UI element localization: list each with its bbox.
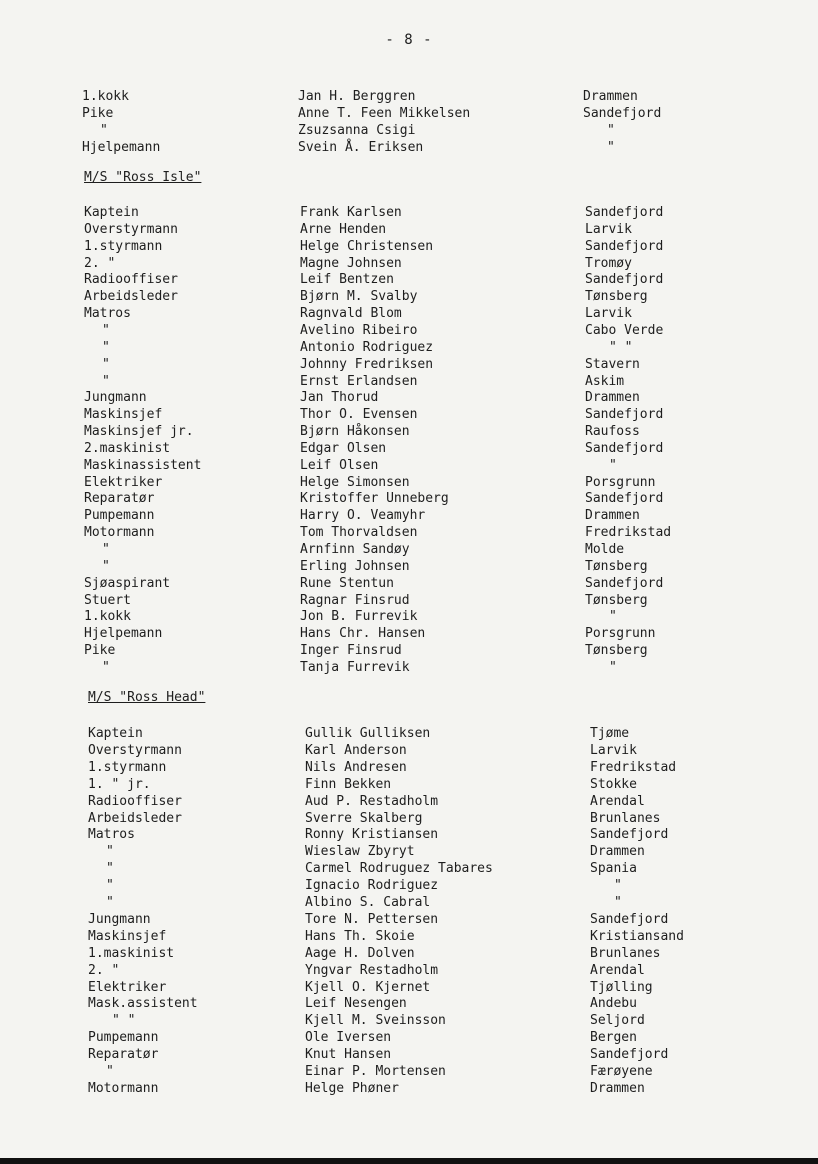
crew-role: Hjelpemann <box>84 626 163 642</box>
crew-hometown: Molde <box>585 542 625 557</box>
crew-hometown: Sandefjord <box>590 1047 669 1063</box>
crew-name: Arnfinn Sandøy <box>300 542 410 557</box>
crew-hometown: Tønsberg <box>585 558 648 574</box>
crew-hometown: Sandefjord <box>590 911 669 927</box>
crew-name: Johnny Fredriksen <box>300 356 434 372</box>
crew-row <box>0 339 818 356</box>
crew-name: Avelino Ribeiro <box>300 322 418 338</box>
crew-row <box>0 457 818 474</box>
crew-name: Frank Karlsen <box>300 205 402 220</box>
crew-name: Ignacio Rodriguez <box>305 878 439 894</box>
crew-name: Harry O. Veamyhr <box>300 508 426 524</box>
crew-name: Jan Thorud <box>300 390 379 406</box>
crew-name: Aud P. Restadholm <box>305 793 439 809</box>
crew-hometown: Tønsberg <box>585 592 648 608</box>
crew-role: 2.maskinist <box>84 440 171 456</box>
crew-role: Pumpemann <box>84 508 155 524</box>
crew-name: Ernst Erlandsen <box>300 373 418 389</box>
crew-role: 1.styrmann <box>88 759 167 775</box>
crew-name: Hans Chr. Hansen <box>300 626 426 642</box>
crew-role: Maskinassistent <box>84 457 202 473</box>
crew-row <box>0 474 818 491</box>
crew-name: Rune Stentun <box>300 575 394 591</box>
crew-role: 1. " jr. <box>88 776 151 792</box>
crew-row <box>0 524 818 541</box>
crew-name: Thor O. Evensen <box>300 407 418 423</box>
crew-row <box>0 1080 818 1097</box>
crew-hometown: Spania <box>590 861 637 877</box>
crew-row <box>0 490 818 507</box>
crew-hometown: Porsgrunn <box>585 474 656 490</box>
crew-name: Inger Finsrud <box>300 643 402 659</box>
crew-name: Tom Thorvaldsen <box>300 525 418 541</box>
crew-hometown: Larvik <box>590 742 637 758</box>
crew-hometown: Sandefjord <box>585 575 664 591</box>
crew-row <box>0 356 818 373</box>
crew-role: 1.kokk <box>84 609 131 625</box>
crew-role: Elektriker <box>84 474 163 490</box>
crew-name: Wieslaw Zbyryt <box>305 844 415 860</box>
crew-role: Elektriker <box>88 979 167 995</box>
crew-name: Helge Simonsen <box>300 474 410 490</box>
crew-role: " " <box>112 1013 136 1029</box>
crew-row <box>0 945 818 962</box>
crew-row <box>0 204 818 221</box>
crew-name: Jan H. Berggren <box>298 89 416 104</box>
crew-row <box>0 742 818 759</box>
ship-heading: M/S "Ross Isle" <box>84 170 202 185</box>
crew-role: Overstyrmann <box>84 221 178 237</box>
crew-hometown: Tønsberg <box>585 643 648 659</box>
crew-role: " <box>102 339 110 355</box>
crew-hometown: Raufoss <box>585 424 640 440</box>
crew-hometown: Sandefjord <box>585 272 664 288</box>
crew-hometown: Stavern <box>585 356 640 372</box>
crew-name: Magne Johnsen <box>300 255 402 271</box>
crew-role: " <box>102 542 110 557</box>
crew-name: Kristoffer Unneberg <box>300 491 449 507</box>
crew-role: Matros <box>84 306 131 322</box>
crew-row <box>0 122 818 139</box>
crew-hometown: " <box>609 609 617 625</box>
crew-role: Reparatør <box>88 1047 159 1063</box>
crew-name: Anne T. Feen Mikkelsen <box>298 106 471 121</box>
crew-row <box>0 322 818 339</box>
page-number: - 8 - <box>385 32 433 48</box>
crew-row <box>0 558 818 575</box>
crew-row <box>0 440 818 457</box>
crew-row <box>0 507 818 524</box>
crew-name: Ole Iversen <box>305 1030 392 1046</box>
crew-role: Sjøaspirant <box>84 575 171 591</box>
crew-hometown: Tjøme <box>590 726 630 741</box>
crew-role: Pumpemann <box>88 1030 159 1046</box>
crew-hometown: Tromøy <box>585 255 632 271</box>
crew-hometown: Tjølling <box>590 979 653 995</box>
crew-name: Albino S. Cabral <box>305 895 431 910</box>
crew-row <box>0 776 818 793</box>
crew-row <box>0 810 818 827</box>
crew-role: " <box>102 659 110 675</box>
crew-row <box>0 759 818 776</box>
crew-name: Nils Andresen <box>305 759 407 775</box>
crew-row <box>0 575 818 592</box>
crew-name: Zsuzsanna Csigi <box>298 123 416 138</box>
crew-hometown: Brunlanes <box>590 945 661 961</box>
crew-name: Leif Olsen <box>300 457 379 473</box>
crew-hometown: Fredrikstad <box>590 759 677 775</box>
crew-role: Reparatør <box>84 491 155 507</box>
crew-name: Ronny Kristiansen <box>305 827 439 843</box>
crew-hometown: " <box>614 878 622 894</box>
crew-role: Maskinsjef <box>88 928 167 944</box>
crew-row <box>0 659 818 676</box>
ship-heading: M/S "Ross Head" <box>88 690 206 705</box>
crew-role: " <box>102 356 110 372</box>
crew-name: Helge Phøner <box>305 1080 399 1096</box>
crew-name: Kjell M. Sveinsson <box>305 1013 446 1029</box>
crew-role: 1.kokk <box>82 89 129 104</box>
crew-name: Jon B. Furrevik <box>300 609 418 625</box>
crew-row <box>0 894 818 911</box>
crew-row <box>0 271 818 288</box>
crew-name: Edgar Olsen <box>300 440 387 456</box>
crew-role: Motormann <box>88 1080 159 1096</box>
crew-hometown: Sandefjord <box>585 238 664 254</box>
crew-hometown: Færøyene <box>590 1064 653 1079</box>
crew-role: " <box>102 558 110 574</box>
crew-role: " <box>100 123 108 138</box>
crew-role: Maskinsjef <box>84 407 163 423</box>
crew-hometown: Drammen <box>583 89 638 104</box>
crew-row <box>0 255 818 272</box>
crew-hometown: Andebu <box>590 996 637 1012</box>
crew-row <box>0 221 818 238</box>
crew-name: Bjørn Håkonsen <box>300 424 410 440</box>
crew-role: " <box>106 844 114 860</box>
crew-row <box>0 928 818 945</box>
crew-row <box>0 389 818 406</box>
crew-role: Kaptein <box>88 726 143 741</box>
crew-role: " <box>106 878 114 894</box>
crew-row <box>0 592 818 609</box>
crew-hometown: " <box>609 457 617 473</box>
crew-row <box>0 238 818 255</box>
crew-row <box>0 88 818 105</box>
crew-name: Gullik Gulliksen <box>305 726 431 741</box>
crew-name: Leif Bentzen <box>300 272 394 288</box>
crew-role: Stuert <box>84 592 131 608</box>
crew-name: Aage H. Dolven <box>305 945 415 961</box>
crew-hometown: Larvik <box>585 306 632 322</box>
crew-hometown: Porsgrunn <box>585 626 656 642</box>
crew-hometown: " <box>607 140 615 155</box>
crew-hometown: Stokke <box>590 776 637 792</box>
crew-role: 1.styrmann <box>84 238 163 254</box>
crew-role: Overstyrmann <box>88 742 182 758</box>
crew-name: Ragnvald Blom <box>300 306 402 322</box>
crew-row <box>0 608 818 625</box>
crew-name: Yngvar Restadholm <box>305 962 439 978</box>
crew-role: " <box>106 1064 114 1079</box>
crew-role: Motormann <box>84 525 155 541</box>
crew-role: Hjelpemann <box>82 140 161 155</box>
crew-hometown: Drammen <box>585 508 640 524</box>
crew-role: Pike <box>84 643 116 659</box>
scan-edge <box>0 1158 818 1164</box>
crew-name: Arne Henden <box>300 221 387 237</box>
crew-hometown: Drammen <box>585 390 640 406</box>
crew-hometown: Kristiansand <box>590 928 684 944</box>
crew-hometown: Drammen <box>590 844 645 860</box>
crew-name: Tore N. Pettersen <box>305 911 439 927</box>
crew-name: Kjell O. Kjernet <box>305 979 431 995</box>
crew-name: Sverre Skalberg <box>305 810 423 826</box>
crew-name: Bjørn M. Svalby <box>300 289 418 305</box>
crew-role: " <box>106 895 114 910</box>
crew-role: 1.maskinist <box>88 945 175 961</box>
crew-row <box>0 1012 818 1029</box>
crew-role: Mask.assistent <box>88 996 198 1012</box>
crew-name: Erling Johnsen <box>300 558 410 574</box>
crew-row <box>0 725 818 742</box>
crew-hometown: Fredrikstad <box>585 525 672 541</box>
crew-row <box>0 826 818 843</box>
crew-hometown: Sandefjord <box>590 827 669 843</box>
crew-row <box>0 962 818 979</box>
crew-name: Svein Å. Eriksen <box>298 140 424 155</box>
crew-hometown: " <box>609 659 617 675</box>
crew-name: Antonio Rodriguez <box>300 339 434 355</box>
crew-role: " <box>102 373 110 389</box>
crew-row <box>0 305 818 322</box>
crew-hometown: Sandefjord <box>585 440 664 456</box>
crew-role: Arbeidsleder <box>84 289 178 305</box>
crew-hometown: Larvik <box>585 221 632 237</box>
crew-hometown: " " <box>609 339 633 355</box>
crew-hometown: Arendal <box>590 962 645 978</box>
crew-row <box>0 541 818 558</box>
crew-row <box>0 911 818 928</box>
crew-role: 2. " <box>84 255 116 271</box>
crew-row <box>0 1063 818 1080</box>
crew-hometown: Tønsberg <box>585 289 648 305</box>
crew-name: Hans Th. Skoie <box>305 928 415 944</box>
crew-role: Kaptein <box>84 205 139 220</box>
crew-hometown: Brunlanes <box>590 810 661 826</box>
crew-hometown: Sandefjord <box>585 407 664 423</box>
crew-role: 2. " <box>88 962 120 978</box>
crew-row <box>0 373 818 390</box>
crew-name: Carmel Rodruguez Tabares <box>305 861 493 877</box>
crew-name: Karl Anderson <box>305 742 407 758</box>
crew-hometown: Sandefjord <box>585 205 664 220</box>
crew-name: Ragnar Finsrud <box>300 592 410 608</box>
crew-role: Maskinsjef jr. <box>84 424 194 440</box>
crew-hometown: Bergen <box>590 1030 637 1046</box>
crew-role: " <box>102 322 110 338</box>
crew-role: Radiooffiser <box>88 793 182 809</box>
crew-row <box>0 860 818 877</box>
crew-role: Jungmann <box>88 911 151 927</box>
crew-hometown: Seljord <box>590 1013 645 1029</box>
crew-row <box>0 1046 818 1063</box>
crew-name: Leif Nesengen <box>305 996 407 1012</box>
crew-role: Arbeidsleder <box>88 810 182 826</box>
crew-row <box>0 288 818 305</box>
crew-role: Radiooffiser <box>84 272 178 288</box>
crew-hometown: Sandefjord <box>583 106 662 121</box>
crew-name: Einar P. Mortensen <box>305 1064 446 1079</box>
crew-hometown: Cabo Verde <box>585 322 664 338</box>
crew-row <box>0 843 818 860</box>
crew-role: Pike <box>82 106 114 121</box>
crew-hometown: Sandefjord <box>585 491 664 507</box>
crew-row <box>0 995 818 1012</box>
crew-name: Helge Christensen <box>300 238 434 254</box>
crew-row <box>0 793 818 810</box>
crew-name: Finn Bekken <box>305 776 392 792</box>
crew-row <box>0 642 818 659</box>
crew-role: Jungmann <box>84 390 147 406</box>
crew-hometown: Askim <box>585 373 625 389</box>
crew-row <box>0 979 818 996</box>
crew-row <box>0 1029 818 1046</box>
crew-role: Matros <box>88 827 135 843</box>
crew-row <box>0 406 818 423</box>
crew-name: Tanja Furrevik <box>300 659 410 675</box>
crew-row <box>0 139 818 156</box>
crew-name: Knut Hansen <box>305 1047 392 1063</box>
crew-hometown: Drammen <box>590 1080 645 1096</box>
crew-hometown: Arendal <box>590 793 645 809</box>
crew-hometown: " <box>607 123 615 138</box>
crew-row <box>0 877 818 894</box>
crew-row <box>0 423 818 440</box>
crew-row <box>0 625 818 642</box>
crew-hometown: " <box>614 895 622 910</box>
crew-row <box>0 105 818 122</box>
crew-role: " <box>106 861 114 877</box>
